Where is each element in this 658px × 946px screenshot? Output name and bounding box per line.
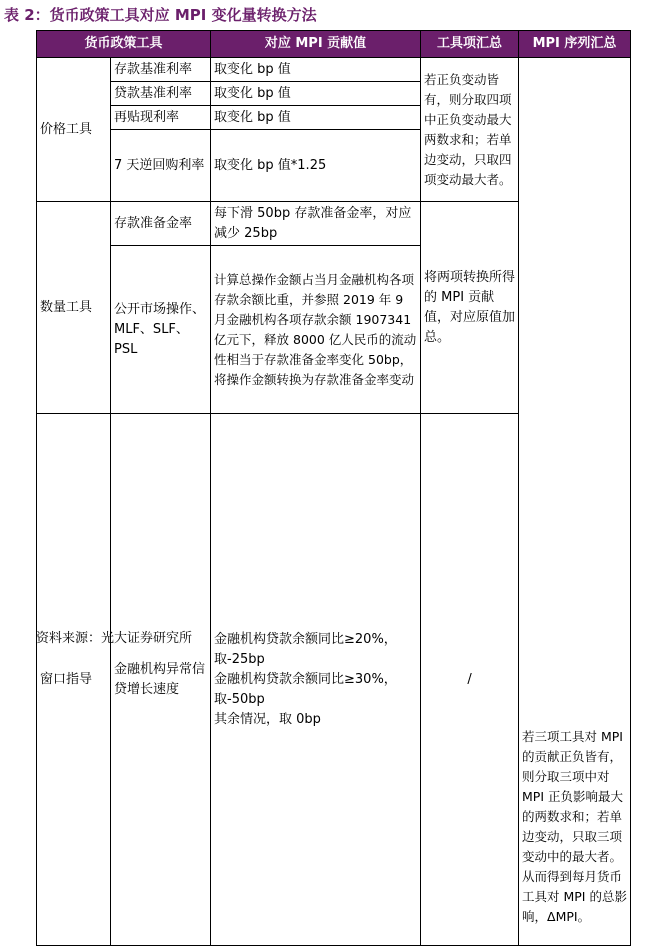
price-summary: 若正负变动皆有，则分取四项中正负变动最大两数求和；若单边变动，只取四项变动最大者。 [421, 58, 519, 202]
value-cell: 每下滑 50bp 存款准备金率，对应减少 25bp [211, 202, 421, 246]
value-cell: 取变化 bp 值*1.25 [211, 130, 421, 202]
source-note: 资料来源：光大证券研究所 [36, 631, 193, 646]
header-series-summary: MPI 序列汇总 [519, 31, 631, 58]
tool-cell: 金融机构异常信贷增长速度 [111, 414, 211, 946]
tool-cell: 存款准备金率 [111, 202, 211, 246]
category-quantity: 数量工具 [37, 202, 111, 414]
header-tool-summary: 工具项汇总 [421, 31, 519, 58]
table-title: 表 2：货币政策工具对应 MPI 变化量转换方法 [4, 6, 317, 24]
quantity-summary: 将两项转换所得的 MPI 贡献值，对应原值加总。 [421, 202, 519, 414]
value-cell: 取变化 bp 值 [211, 58, 421, 82]
value-line: 金融机构贷款余额同比≥30%，取-50bp [214, 671, 397, 707]
tool-cell: 存款基准利率 [111, 58, 211, 82]
tool-cell: 7 天逆回购利率 [111, 130, 211, 202]
header-tool: 货币政策工具 [37, 31, 211, 58]
tool-cell: 再贴现利率 [111, 106, 211, 130]
series-summary-top: 若三项工具对 MPI 的贡献正负皆有，则分取三项中对 MPI 正负影响最大的两数求和；若单边变动，只取三项变动中的最大者。从而得到每月货币工具对 MPI 的总影响，ΔMPI。 [519, 58, 631, 946]
header-row [37, 31, 631, 58]
value-line: 其余情况，取 0bp [214, 711, 321, 727]
category-price: 价格工具 [37, 58, 111, 202]
value-cell: 取变化 bp 值 [211, 82, 421, 106]
tool-cell: 公开市场操作、MLF、SLF、PSL [111, 246, 211, 414]
header-contribution: 对应 MPI 贡献值 [211, 31, 421, 58]
value-cell: 计算总操作金额占当月金融机构各项存款余额比重，并参照 2019 年 9 月金融机构各项存款余额 1907341 亿元下，释放 8000 亿人民币的流动性相当于存款准备金率变化 50bp，将操作金额转换为存款准备金率变动 [211, 246, 421, 414]
window-summary: / [421, 414, 519, 946]
value-line: 金融机构贷款余额同比≥20%，取-25bp [214, 631, 397, 667]
category-window: 窗口指导 [37, 414, 111, 946]
value-cell: 取变化 bp 值 [211, 106, 421, 130]
value-cell [211, 414, 421, 946]
mpi-conversion-table [36, 30, 631, 946]
tool-cell: 贷款基准利率 [111, 82, 211, 106]
table-row [37, 58, 631, 82]
